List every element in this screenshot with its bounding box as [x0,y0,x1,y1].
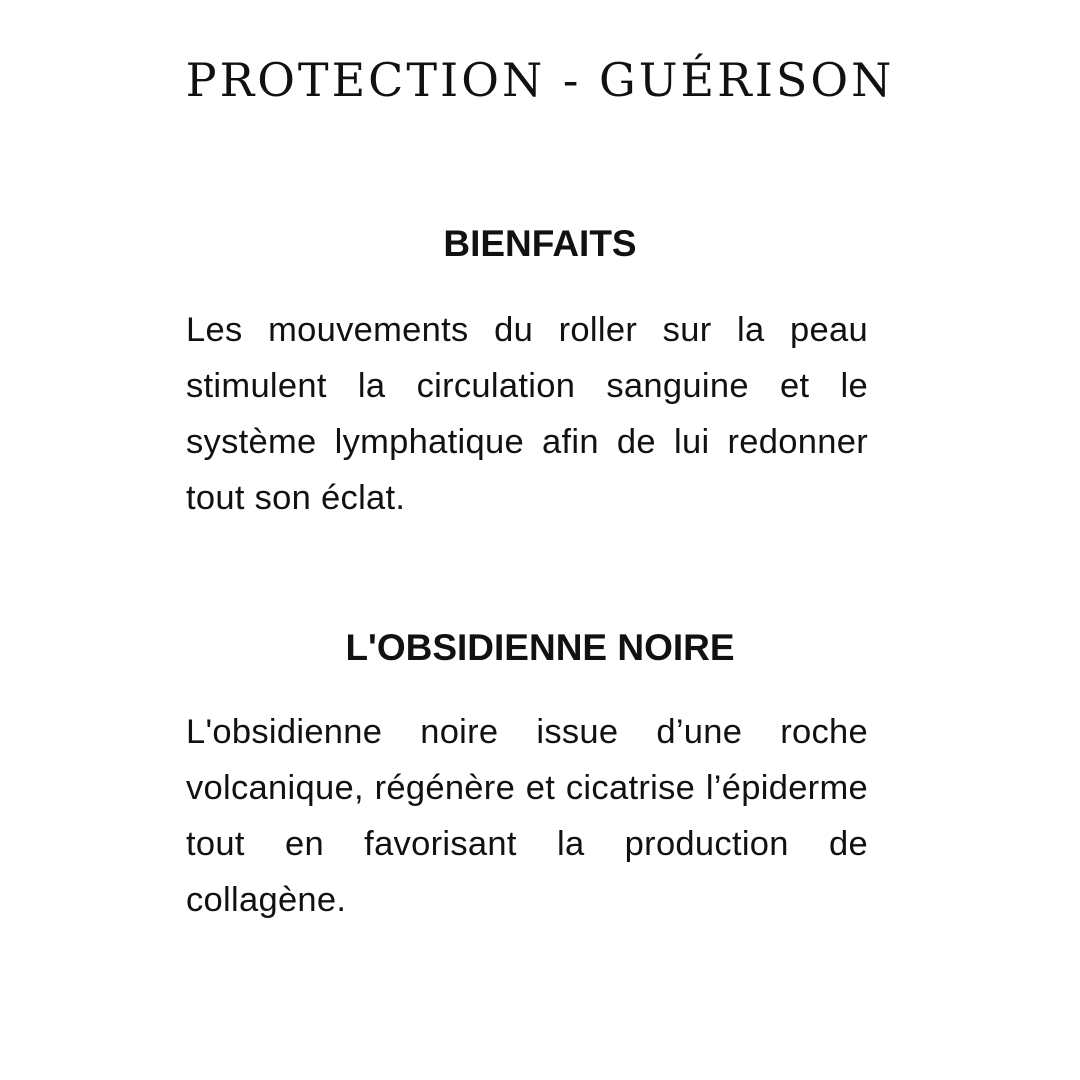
section-heading-obsidienne: L'OBSIDIENNE NOIRE [345,627,735,668]
page-title: PROTECTION - GUÉRISON [185,53,895,107]
section-body-obsidienne: L'obsidienne noire issue d’une roche volcanique, régénère et cicatrise l’épiderme tout en favorisant la production de collagène. [186,713,868,919]
section-body-bienfaits: Les mouvements du roller sur la peau stimulent la circulation sanguine et le système lymphatique afin de lui redonner tout son éclat. [186,311,868,517]
section-heading-bienfaits: BIENFAITS [443,223,637,264]
